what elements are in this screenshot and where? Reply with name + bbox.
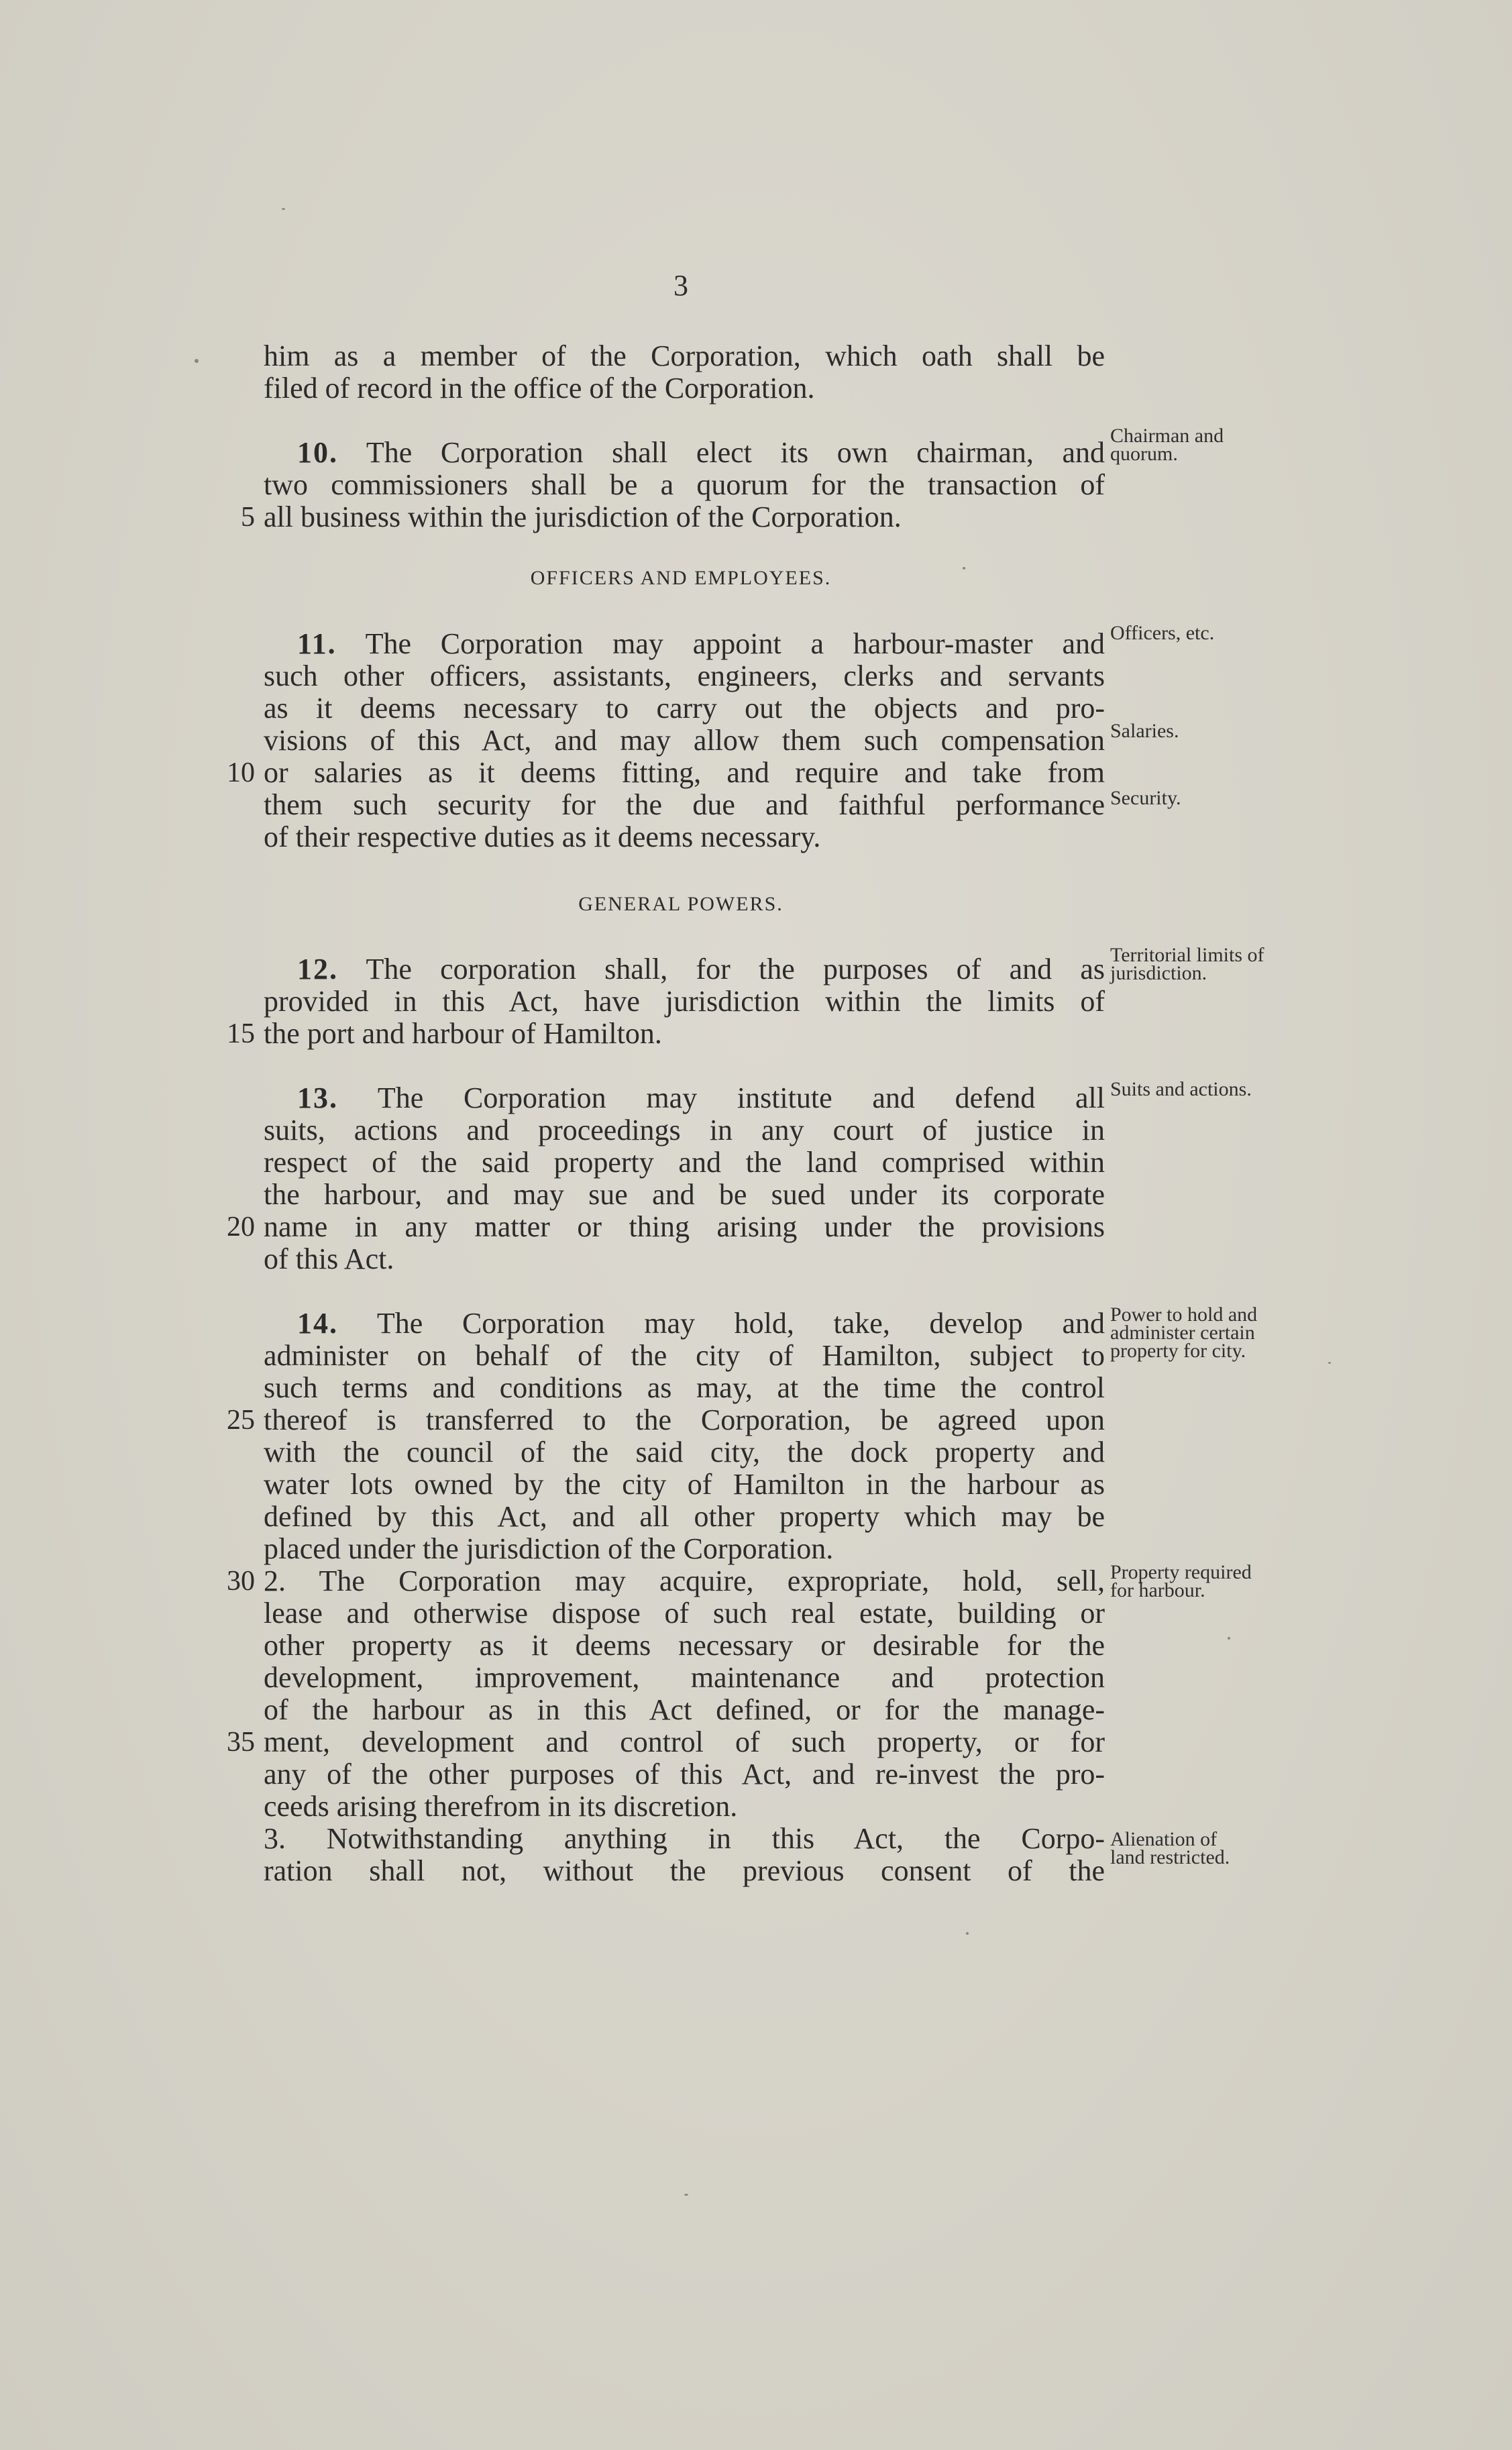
text-line (264, 468, 1105, 502)
text-line (264, 1114, 1105, 1147)
line-text: 3. Notwithstanding anything in this Act, the Corpo- (264, 1822, 1105, 1855)
line-text: of the harbour as in this Act defined, or for the manage- (264, 1693, 1105, 1726)
line-text: the harbour, and may sue and be sued under its corporate (264, 1178, 1105, 1211)
line-text: water lots owned by the city of Hamilton in the harbour as (264, 1468, 1105, 1501)
line-text: The corporation shall, for the purposes of and as (338, 953, 1105, 986)
text-line (264, 339, 1105, 373)
line-number: 10 (227, 757, 255, 788)
line-text: ration shall not, without the previous consent of the (264, 1854, 1105, 1887)
line-text: defined by this Act, and all other property which may be (264, 1500, 1105, 1533)
line-text: filed of record in the office of the Corporation. (264, 372, 815, 405)
paper-speck (282, 208, 285, 210)
line-text: or salaries as it deems fitting, and require and take from (264, 756, 1105, 789)
line-text: two commissioners shall be a quorum for the transaction of (264, 468, 1105, 501)
line-text: The Corporation may appoint a harbour-master and (336, 627, 1105, 660)
text-line (264, 1242, 1105, 1276)
line-text: thereof is transferred to the Corporation, be agreed upon (264, 1403, 1105, 1436)
text-line (264, 1854, 1105, 1888)
text-line (264, 500, 1105, 534)
paper-speck (966, 1932, 969, 1935)
line-text: as it deems necessary to carry out the objects and pro- (264, 692, 1105, 725)
text-line (264, 1532, 1105, 1566)
line-text: visions of this Act, and may allow them such compensation (264, 724, 1105, 757)
line-text: them such security for the due and faithful performance (264, 788, 1105, 821)
text-line (264, 1564, 1105, 1598)
line-text: name in any matter or thing arising under the provisions (264, 1210, 1105, 1243)
section-heading-general-powers: GENERAL POWERS. (578, 893, 784, 915)
paper-speck (1328, 1362, 1331, 1364)
line-number: 30 (227, 1566, 255, 1597)
text-line (264, 724, 1105, 757)
line-text: lease and otherwise dispose of such real estate, building or (264, 1597, 1105, 1630)
text-line (264, 1758, 1105, 1791)
line-text: ceeds arising therefrom in its discretion. (264, 1790, 738, 1823)
marginal-note-alienation: Alienation of land restricted. (1110, 1828, 1230, 1868)
text-line (264, 1081, 1105, 1115)
text-line (264, 1307, 1105, 1340)
paper-speck (195, 359, 199, 363)
line-text: him as a member of the Corporation, which oath shall be (264, 339, 1105, 372)
line-number: 25 (227, 1405, 255, 1436)
line-number: 20 (227, 1212, 255, 1242)
text-line (264, 692, 1105, 725)
section-number: 11. (297, 627, 337, 660)
section-number: 12. (297, 953, 338, 986)
line-text: respect of the said property and the land comprised within (264, 1146, 1105, 1179)
marginal-note-property-required: Property required for harbour. (1110, 1561, 1252, 1601)
line-text: development, improvement, maintenance and protection (264, 1661, 1105, 1694)
line-text: with the council of the said city, the dock property and (264, 1436, 1105, 1469)
text-line (264, 1693, 1105, 1727)
text-line (264, 436, 1105, 470)
line-text: such terms and conditions as may, at the time the control (264, 1371, 1105, 1404)
line-text: ment, development and control of such property, or for (264, 1725, 1105, 1758)
text-line (264, 1178, 1105, 1212)
text-line (264, 1725, 1105, 1759)
line-text: suits, actions and proceedings in any court of justice in (264, 1114, 1105, 1147)
text-line (264, 1790, 1105, 1823)
text-line (264, 1436, 1105, 1469)
line-text: of their respective duties as it deems necessary. (264, 820, 821, 853)
text-line (264, 1210, 1105, 1244)
text-line (264, 1339, 1105, 1373)
line-number: 15 (227, 1018, 255, 1049)
marginal-note-territorial: Territorial limits of jurisdiction. (1110, 944, 1264, 984)
paper-speck (684, 2194, 688, 2196)
text-line (264, 372, 1105, 405)
text-line (264, 985, 1105, 1018)
text-line (264, 1403, 1105, 1437)
text-line (264, 953, 1105, 986)
text-line (264, 1500, 1105, 1534)
text-line (264, 627, 1105, 661)
line-number: 35 (227, 1727, 255, 1758)
line-text: of this Act. (264, 1242, 394, 1275)
line-text: any of the other purposes of this Act, and re-invest the pro- (264, 1758, 1105, 1791)
section-number: 13. (297, 1081, 338, 1114)
text-line (264, 1146, 1105, 1179)
section-number: 10. (297, 436, 338, 469)
marginal-note-power-to-hold: Power to hold and administer certain property for city. (1110, 1303, 1258, 1362)
marginal-note-salaries: Salaries. (1110, 720, 1179, 742)
page-number: 3 (673, 269, 688, 302)
line-text: the port and harbour of Hamilton. (264, 1017, 662, 1050)
text-line (264, 756, 1105, 790)
text-line (264, 788, 1105, 822)
marginal-note-security: Security. (1110, 787, 1181, 809)
text-line (264, 1597, 1105, 1630)
line-number: 5 (241, 502, 255, 533)
text-line (264, 1017, 1105, 1051)
line-text: administer on behalf of the city of Hamilton, subject to (264, 1339, 1105, 1372)
text-line (264, 1629, 1105, 1662)
line-text: such other officers, assistants, engineers, clerks and servants (264, 659, 1105, 692)
text-line (264, 1468, 1105, 1501)
paper-speck (963, 567, 965, 570)
line-text: The Corporation may institute and defend all (338, 1081, 1105, 1114)
line-text: The Corporation may hold, take, develop and (338, 1307, 1105, 1340)
text-line (264, 659, 1105, 693)
text-line (264, 1661, 1105, 1695)
paper-speck (1228, 1637, 1230, 1640)
line-text: all business within the jurisdiction of the Corporation. (264, 500, 902, 533)
line-text: 2. The Corporation may acquire, expropriate, hold, sell, (264, 1564, 1105, 1597)
marginal-note-officers: Officers, etc. (1110, 622, 1215, 644)
marginal-note-chairman: Chairman and quorum. (1110, 425, 1224, 465)
line-text: placed under the jurisdiction of the Corporation. (264, 1532, 834, 1565)
section-heading-officers: OFFICERS AND EMPLOYEES. (530, 567, 832, 589)
line-text: other property as it deems necessary or desirable for the (264, 1629, 1105, 1662)
text-line (264, 1822, 1105, 1856)
section-number: 14. (297, 1307, 338, 1340)
text-line (264, 1371, 1105, 1405)
marginal-note-suits: Suits and actions. (1110, 1078, 1252, 1100)
line-text: The Corporation shall elect its own chairman, and (338, 436, 1105, 469)
line-text: provided in this Act, have jurisdiction within the limits of (264, 985, 1105, 1018)
text-line (264, 820, 1105, 854)
